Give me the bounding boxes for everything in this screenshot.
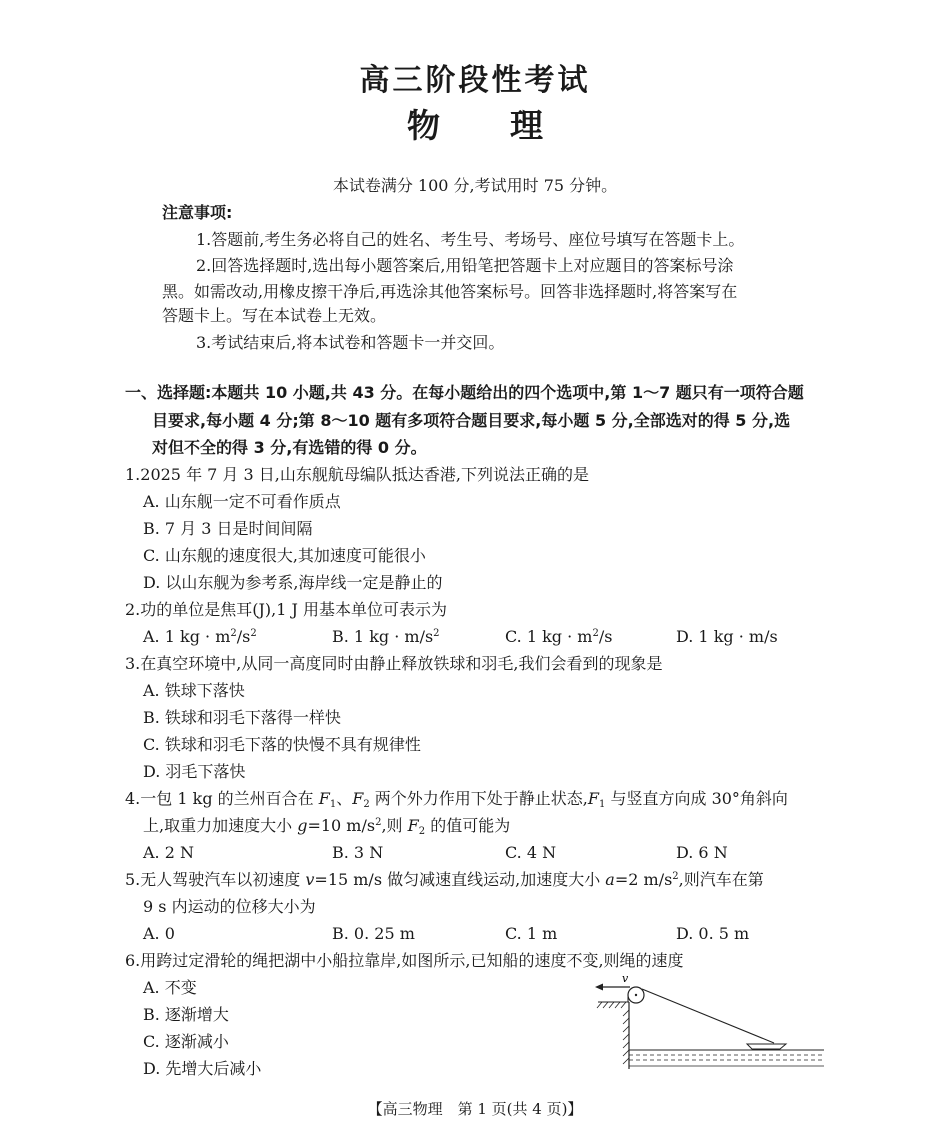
arrow-head: [595, 984, 603, 991]
stem-text: 与竖直方向成 30°角斜向: [605, 789, 788, 808]
math-symbol: g: [297, 816, 308, 835]
notice-item: 1.答题前,考生务必将自己的姓名、考生号、考场号、座位号填写在答题卡上。: [196, 230, 745, 249]
question-stem: 3.在真空环境中,从同一高度同时由静止释放铁球和羽毛,我们会看到的现象是: [125, 654, 663, 673]
question-stem: 6.用跨过定滑轮的绳把湖中小船拉靠岸,如图所示,已知船的速度不变,则绳的速度: [125, 951, 684, 970]
notice-heading: 注意事项:: [162, 203, 233, 222]
option: B. 3 N: [332, 843, 384, 862]
option: D. 先增大后减小: [143, 1059, 262, 1078]
stem-text: =15 m/s 做匀减速直线运动,加速度大小: [314, 870, 606, 889]
superscript: 2: [250, 628, 257, 639]
option: D. 1 kg · m/s: [676, 627, 778, 646]
superscript: 2: [672, 871, 679, 882]
question-stem: 9 s 内运动的位移大小为: [143, 897, 316, 916]
math-symbol: a: [605, 870, 615, 889]
option-text: /s: [236, 627, 251, 646]
option-text: A. 1 kg · m: [143, 627, 231, 646]
question-stem: 2.功的单位是焦耳(J),1 J 用基本单位可表示为: [125, 600, 448, 619]
option: B. 0. 25 m: [332, 924, 415, 943]
math-symbol: F: [587, 789, 600, 808]
option: C. 4 N: [505, 843, 557, 862]
option-text: /s: [598, 627, 613, 646]
option: A. 山东舰一定不可看作质点: [143, 492, 341, 511]
option: B. 7 月 3 日是时间间隔: [143, 519, 313, 538]
notice-item: 2.回答选择题时,选出每小题答案后,用铅笔把答题卡上对应题目的答案标号涂: [196, 256, 734, 275]
option: D. 6 N: [676, 843, 728, 862]
superscript: 2: [230, 628, 237, 639]
option: A. 不变: [143, 978, 197, 997]
rope-to-boat: [642, 989, 774, 1043]
question-stem: 1.2025 年 7 月 3 日,山东舰航母编队抵达香港,下列说法正确的是: [125, 465, 589, 484]
page-footer: 【高三物理 第 1 页(共 4 页)】: [367, 1100, 583, 1118]
section-heading: 一、选择题:本题共 10 小题,共 43 分。在每小题给出的四个选项中,第 1～7 题只有一项符合题: [125, 383, 804, 402]
stem-text: 两个外力作用下处于静止状态,: [369, 789, 588, 808]
superscript: 2: [433, 628, 440, 639]
stem-text: 上,取重力加速度大小: [143, 816, 298, 835]
option: D. 以山东舰为参考系,海岸线一定是静止的: [143, 573, 443, 592]
option: D. 羽毛下落快: [143, 762, 246, 781]
section-heading: 对但不全的得 3 分,有选错的得 0 分。: [152, 438, 427, 457]
boat: [747, 1044, 786, 1049]
option-text: C. 1 kg · m: [505, 627, 593, 646]
stem-text: 5.无人驾驶汽车以初速度: [125, 870, 306, 889]
math-symbol: v: [305, 870, 315, 889]
subscript: 1: [599, 799, 606, 810]
velocity-label: v: [622, 972, 629, 985]
notice-item: 答题卡上。写在本试卷上无效。: [162, 306, 387, 325]
math-symbol: F: [352, 789, 364, 808]
subscript: 2: [363, 799, 370, 810]
pulley-boat-figure: [592, 972, 832, 1080]
notice-item: 黑。如需改动,用橡皮擦干净后,再选涂其他答案标号。回答非选择题时,将答案写在: [162, 282, 738, 301]
superscript: 2: [375, 817, 382, 828]
option: C. 1 m: [505, 924, 558, 943]
subscript: 1: [329, 799, 337, 810]
math-symbol: F: [407, 816, 419, 835]
math-symbol: F: [318, 789, 330, 808]
superscript: 2: [592, 628, 599, 639]
stem-text: 4.一包 1 kg 的兰州百合在: [125, 789, 319, 808]
option-text: B. 1 kg · m/s: [332, 627, 434, 646]
question-stem: [143, 816, 510, 836]
section-heading: 目要求,每小题 4 分;第 8～10 题有多项符合题目要求,每小题 5 分,全部选对的得 5 分,选: [152, 411, 791, 430]
option: [143, 627, 257, 647]
option: A. 2 N: [143, 843, 194, 862]
subject-char: 物: [407, 106, 440, 145]
option: B. 铁球和羽毛下落得一样快: [143, 708, 341, 727]
question-stem: [125, 789, 788, 809]
stem-text: 的值可能为: [425, 816, 511, 835]
exam-title: 高三阶段性考试: [359, 63, 591, 98]
option: C. 山东舰的速度很大,其加速度可能很小: [143, 546, 426, 565]
exam-intro: 本试卷满分 100 分,考试用时 75 分钟。: [332, 176, 618, 195]
stem-text: =10 m/s: [307, 816, 376, 835]
option: A. 铁球下落快: [143, 681, 245, 700]
option: [505, 627, 612, 647]
stem-text: ,则汽车在第: [678, 870, 764, 889]
subject-title: [0, 100, 950, 147]
stem-text: =2 m/s: [614, 870, 673, 889]
stem-text: 、: [336, 789, 353, 808]
subscript: 2: [418, 826, 426, 837]
option: [332, 627, 440, 647]
wall-hatch: [623, 1010, 629, 1064]
question-stem: [125, 870, 764, 890]
notice-item: 3.考试结束后,将本试卷和答题卡一并交回。: [196, 333, 505, 352]
option: C. 逐渐减小: [143, 1032, 229, 1051]
option: A. 0: [143, 924, 175, 943]
option: B. 逐渐增大: [143, 1005, 229, 1024]
ground-hatch: [597, 1002, 626, 1008]
option: D. 0. 5 m: [676, 924, 750, 943]
option: C. 铁球和羽毛下落的快慢不具有规律性: [143, 735, 421, 754]
stem-text: ,则: [381, 816, 408, 835]
pulley-axle: [635, 994, 637, 996]
subject-char: 理: [510, 106, 543, 145]
